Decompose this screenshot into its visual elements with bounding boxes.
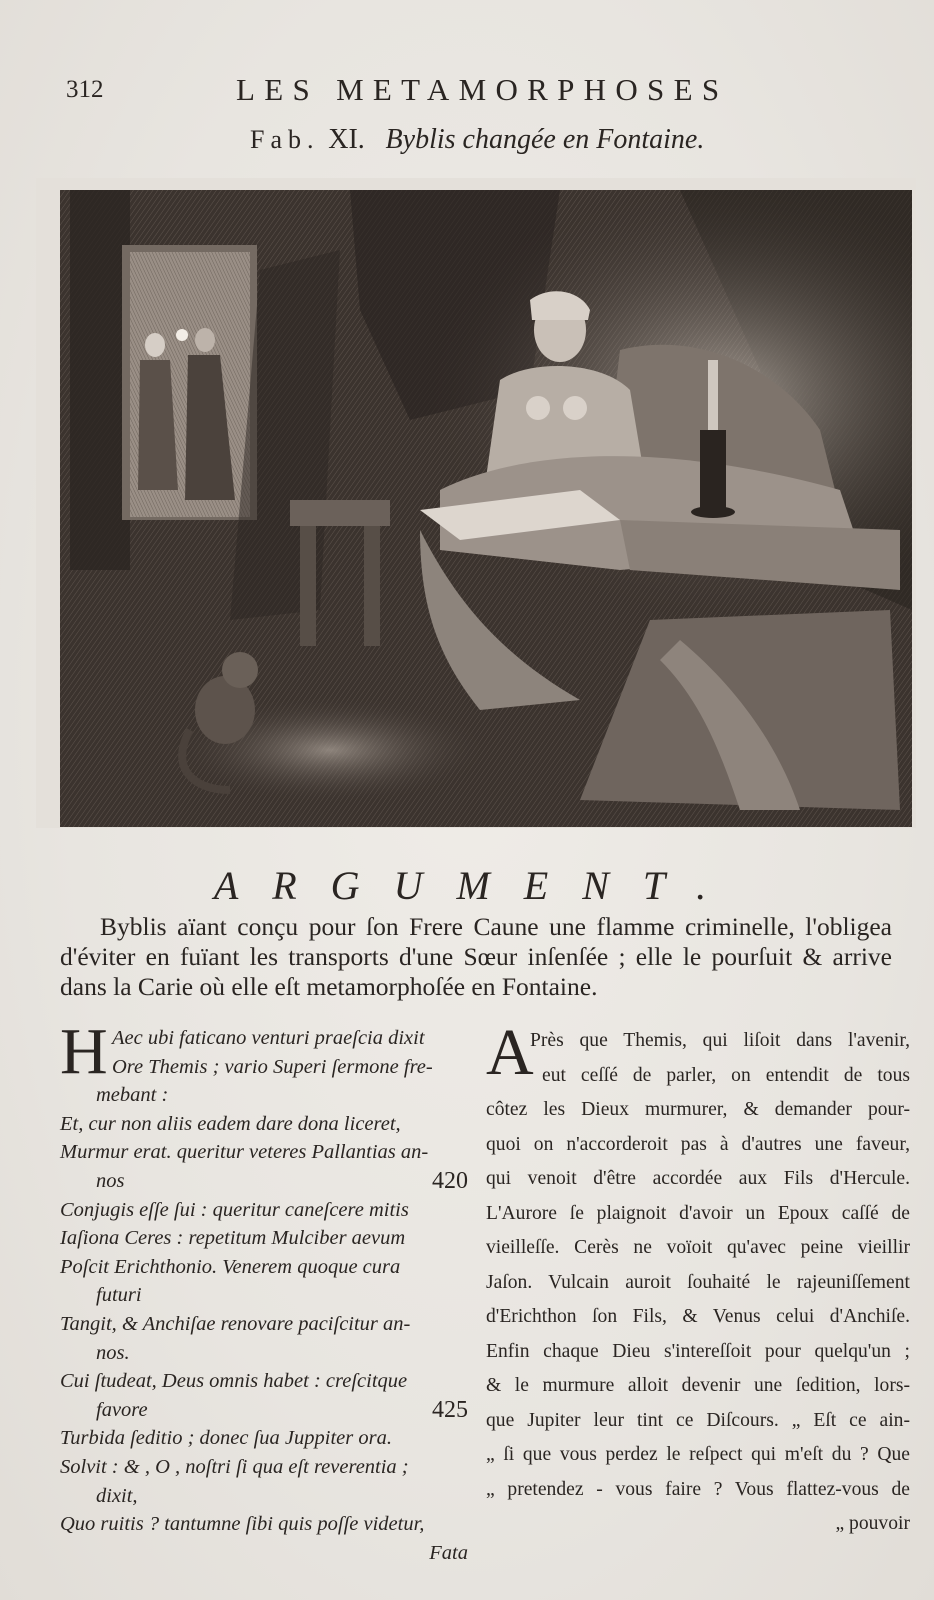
latin-verse-line — [60, 1310, 468, 1339]
verse-text: Murmur erat. queritur veteres Pallantias an- — [60, 1141, 429, 1164]
french-prose-line: que Jupiter leur tint ce Diſcours. „ Eſt ce ain- — [486, 1409, 910, 1431]
verse-text: Solvit : & , O , noſtri ſi qua eſt reverentia ; — [60, 1455, 409, 1478]
french-prose-line: L'Aurore ſe plaignoit d'avoir un Epoux caſſé de — [486, 1202, 910, 1224]
latin-verse-line — [60, 1110, 468, 1139]
latin-verse-line — [60, 1453, 468, 1482]
engraving-scene-icon — [60, 190, 912, 827]
french-prose-lines — [486, 1016, 910, 1542]
argument-summary — [60, 912, 892, 1002]
verse-text: Fata — [429, 1541, 468, 1564]
argument-paragraph: Byblis aïant conçu pour ſon Frere Caune une flamme criminelle, l'obligea d'éviter en fuïant les transports d'une Sœur inſenſée ; elle le pourſuit & arrive dans la Carie où elle eſt metamorphoſée en Fontaine. — [60, 912, 892, 1001]
verse-line-number: 420 — [432, 1167, 468, 1194]
fable-number: XI. — [328, 124, 365, 155]
verse-text: Conjugis eſſe ſui : queritur caneſcere mitis — [60, 1198, 409, 1221]
latin-verse-line — [60, 1053, 468, 1082]
latin-verse-line — [60, 1539, 468, 1568]
french-prose-line: „ pouvoir — [835, 1513, 910, 1534]
french-prose-line: qui venoit d'être accordée aux Fils d'Hercule. — [486, 1168, 910, 1189]
latin-verse-line — [60, 1253, 468, 1282]
verse-text: Tangit, & Anchiſae renovare paciſcitur an- — [60, 1312, 411, 1335]
french-prose-line: côtez les Dieux murmurer, & demander pour- — [486, 1099, 910, 1120]
verse-text: dixit, — [96, 1484, 138, 1507]
verse-text: favore — [96, 1398, 148, 1421]
french-prose-line: eut ceſſé de parler, on entendit de tous — [542, 1064, 910, 1086]
fable-heading — [250, 124, 704, 156]
french-prose-line: Près que Themis, qui liſoit dans l'avenir, — [530, 1030, 910, 1051]
french-prose-line: Enfin chaque Dieu s'intereſſoit pour quelqu'un ; — [486, 1340, 910, 1362]
french-prose-line: Jaſon. Vulcain auroit ſouhaité le rajeuniſſement — [486, 1271, 910, 1293]
verse-text: nos. — [96, 1341, 130, 1364]
page-number: 312 — [66, 76, 104, 103]
latin-verse-line — [60, 1482, 468, 1511]
latin-verse-line — [60, 1396, 468, 1425]
latin-verse-line — [60, 1281, 468, 1310]
verse-text: Cui ſtudeat, Deus omnis habet : creſcitque — [60, 1370, 408, 1393]
latin-verse-line — [60, 1167, 468, 1196]
argument-heading: ARGUMENT. — [213, 863, 741, 908]
verse-text: Poſcit Erichthonio. Venerem quoque cura — [60, 1255, 401, 1278]
verse-text: Aec ubi faticano venturi praeſcia dixit — [112, 1027, 425, 1049]
verse-text: Quo ruitis ? tantumne ſibi quis poſſe videtur, — [60, 1513, 425, 1536]
latin-verse-lines — [60, 1015, 468, 1567]
latin-verse-line — [60, 1224, 468, 1253]
latin-verse-line — [60, 1339, 468, 1368]
french-dropcap: A — [486, 1016, 534, 1089]
running-title: LES METAMORPHOSES — [236, 72, 729, 107]
verse-text: Turbida ſeditio ; donec ſua Juppiter ora. — [60, 1427, 392, 1450]
verse-text: futuri — [96, 1284, 142, 1307]
verse-text: Iaſiona Ceres : repetitum Mulciber aevum — [60, 1227, 406, 1250]
latin-verse-line — [60, 1196, 468, 1225]
latin-verse-line — [60, 1424, 468, 1453]
engraving-illustration — [60, 190, 912, 827]
verse-text: mebant : — [96, 1084, 169, 1107]
latin-verse-line — [60, 1024, 468, 1053]
latin-verse-line — [60, 1081, 468, 1110]
latin-verse-line — [60, 1367, 468, 1396]
verse-text: Et, cur non aliis eadem dare dona liceret, — [60, 1112, 401, 1135]
french-prose-line: „ pretendez - vous faire ? Vous flattez-vous de — [486, 1478, 910, 1500]
latin-verse-line — [60, 1510, 468, 1539]
fable-label: Fab. — [250, 125, 320, 154]
fable-title: Byblis changée en Fontaine. — [385, 124, 705, 155]
verse-text: nos — [96, 1169, 125, 1192]
french-prose-line: „ ſi que vous perdez le reſpect qui m'eſt du ? Que — [486, 1444, 910, 1465]
latin-dropcap: H — [60, 1015, 108, 1088]
french-prose-line: quoi on n'accorderoit pas à d'autres une faveur, — [486, 1133, 910, 1155]
french-prose-line: vieilleſſe. Cerès ne voïoit qu'avec peine vieillir — [486, 1237, 910, 1258]
page-header — [0, 72, 934, 112]
latin-verse-line — [60, 1138, 468, 1167]
french-prose-line: d'Erichthon ſon Fils, & Venus celui d'Anchiſe. — [486, 1306, 910, 1327]
verse-line-number: 425 — [432, 1396, 468, 1423]
french-prose-column — [486, 1016, 910, 1542]
verse-text: Ore Themis ; vario Superi ſermone fre- — [112, 1055, 433, 1078]
french-prose-line: & le murmure alloit devenir une ſedition, lors- — [486, 1375, 910, 1396]
latin-verse-column — [60, 1015, 468, 1567]
